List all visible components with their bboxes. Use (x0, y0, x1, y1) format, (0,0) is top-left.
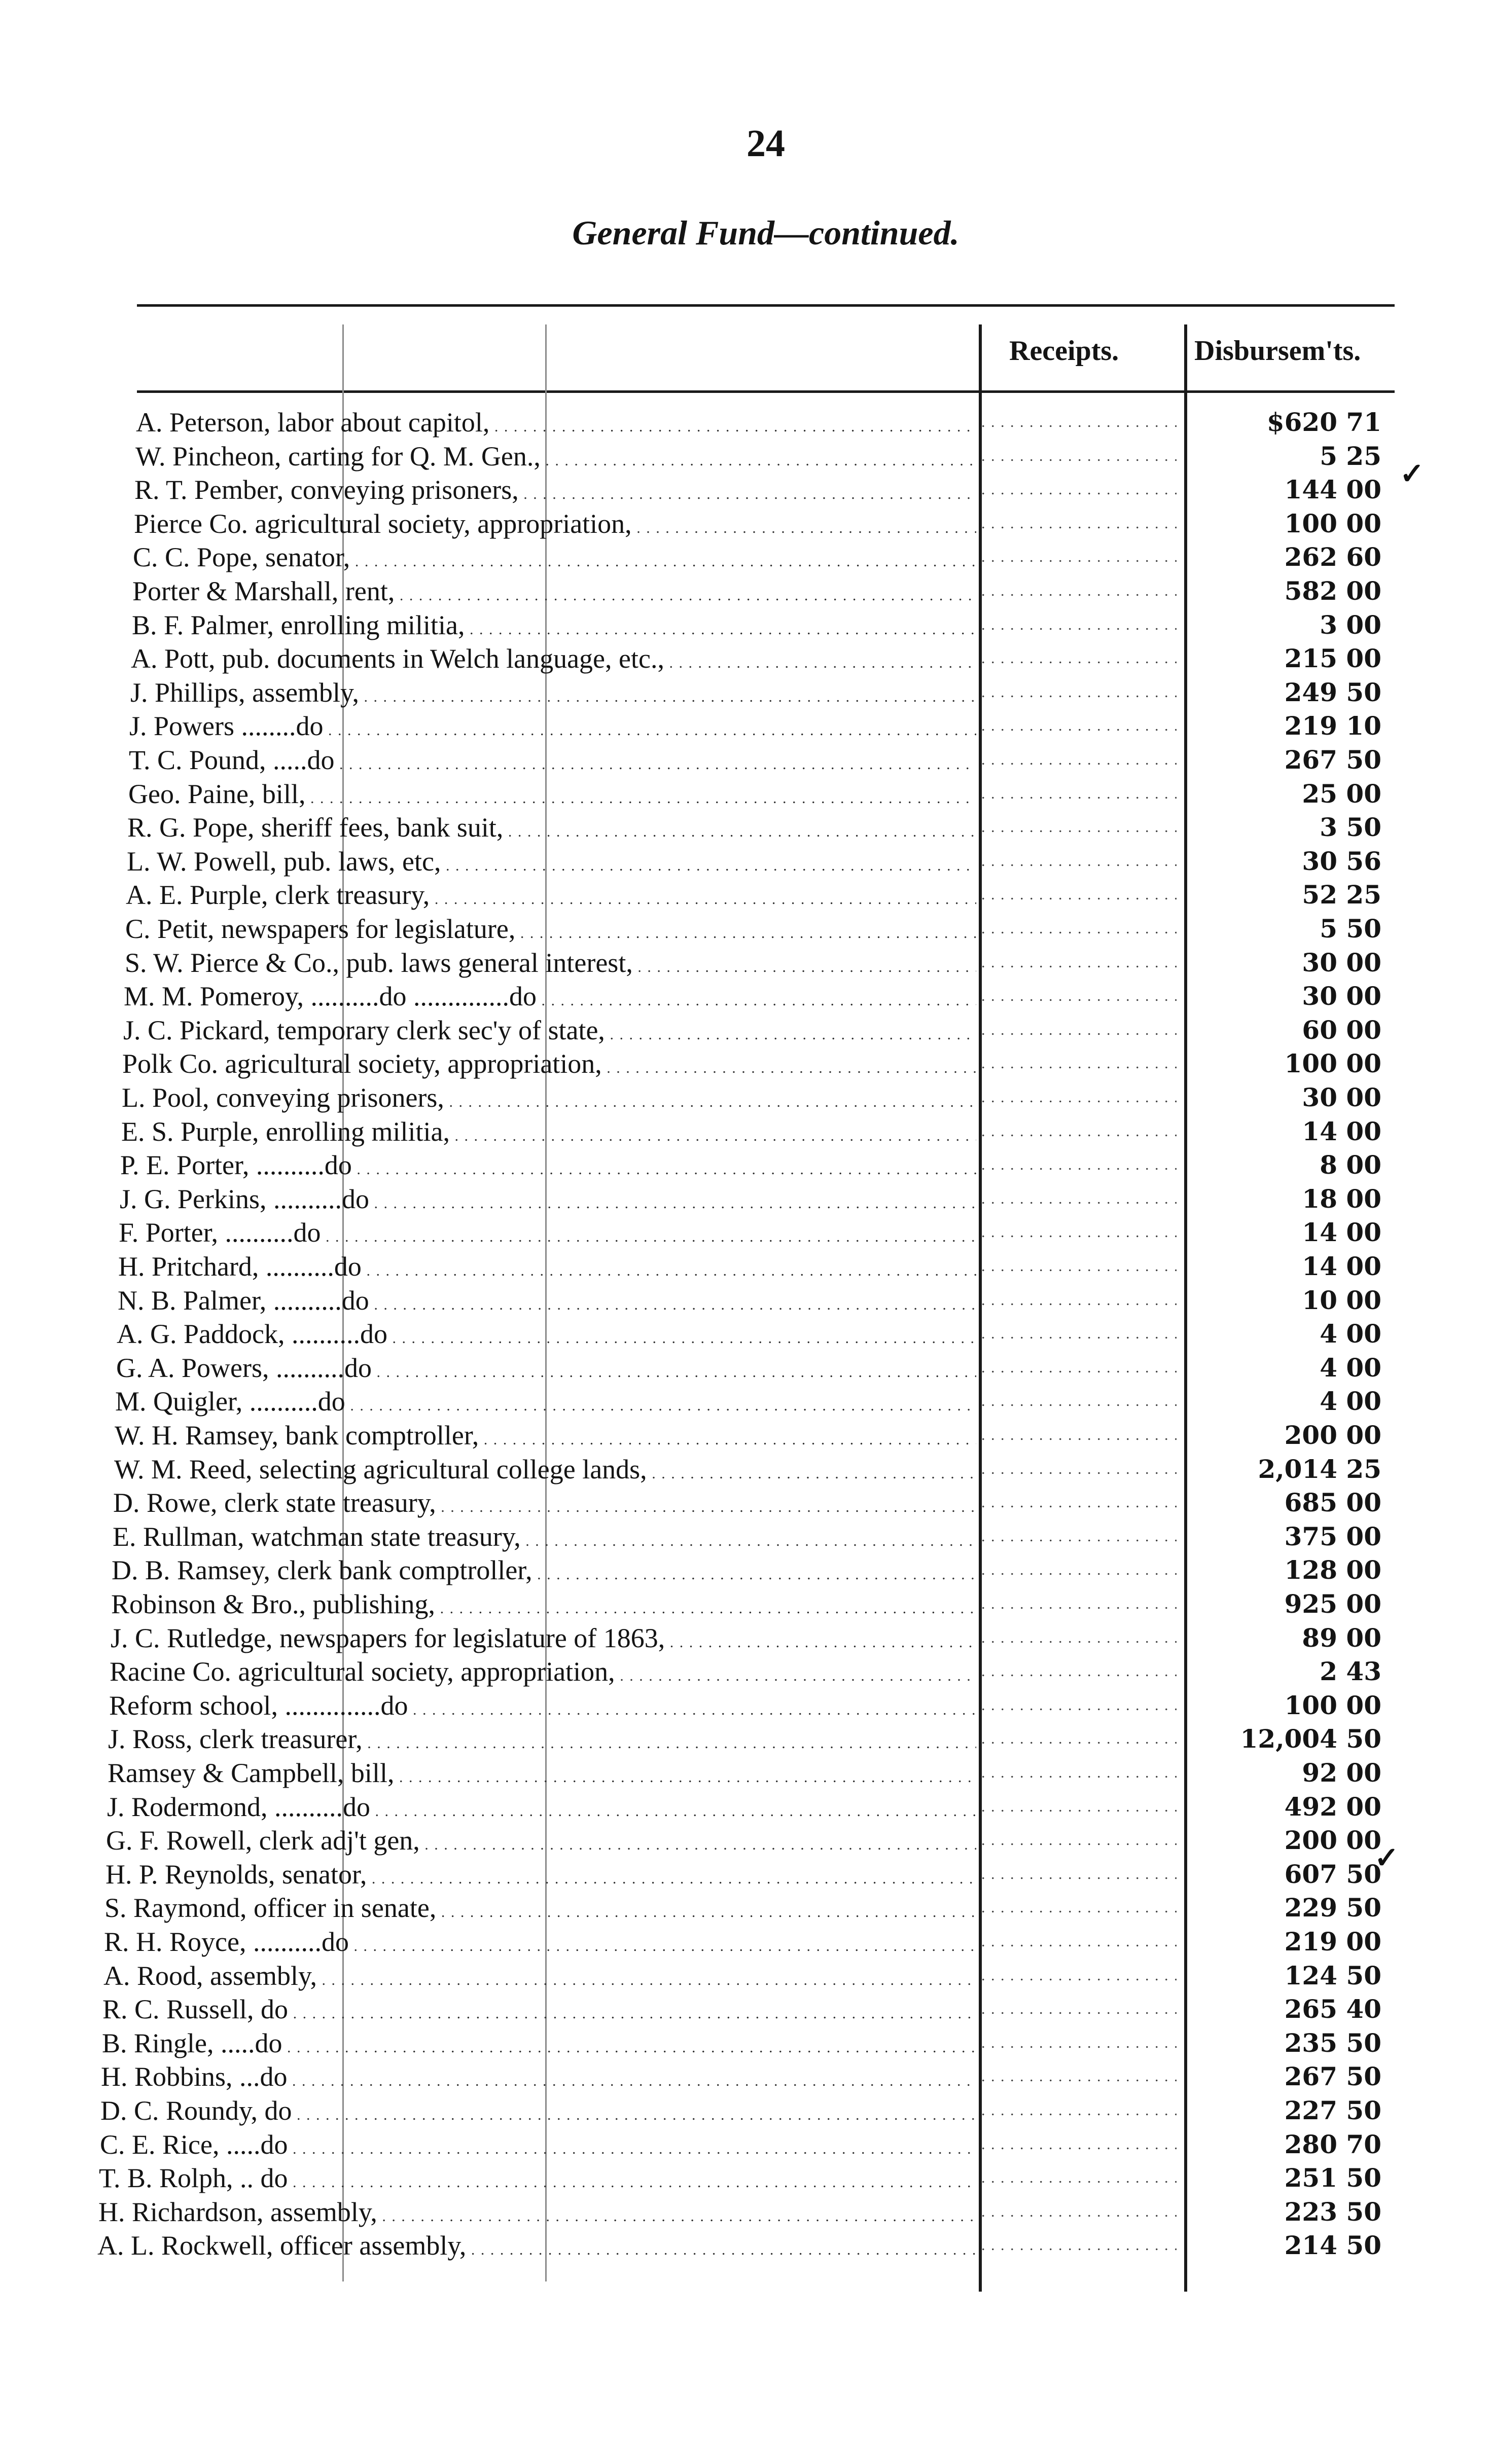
disbursement-amount: 3 00 (1320, 610, 1381, 640)
receipt-cell (981, 1992, 1177, 2026)
receipt-cell (981, 1284, 1177, 1317)
receipt-cell (981, 1790, 1177, 1824)
disbursement-amount: 267 50 (1284, 2061, 1381, 2091)
receipt-cell (981, 1486, 1177, 1519)
receipt-cell (981, 1553, 1177, 1587)
disbursement-amount: 215 00 (1284, 643, 1381, 673)
payee-name: J. Phillips, assembly, . . . (130, 676, 976, 714)
receipt-cell (981, 1756, 1177, 1790)
payee-name: A. L. Rockwell, officer assembly, . . . (97, 2229, 976, 2267)
disbursement-amount: 128 00 (1284, 1555, 1381, 1585)
table-row (0, 1284, 1493, 1317)
table-row (0, 1419, 1493, 1452)
payee-name: D. C. Roundy, do . . . (100, 2094, 976, 2132)
receipt-cell (981, 1824, 1177, 1857)
receipt-cell (981, 608, 1177, 642)
receipt-cell (981, 1689, 1177, 1722)
table-row (0, 1250, 1493, 1283)
disbursement-amount: 607 50 (1284, 1859, 1381, 1889)
receipt-cell (981, 1216, 1177, 1249)
payee-name: H. P. Reynolds, senator, . . . (105, 1858, 976, 1896)
disbursement-amount: 25 00 (1302, 779, 1381, 809)
table-row (0, 574, 1493, 608)
receipt-cell (981, 1351, 1177, 1385)
payee-name: L. W. Powell, pub. laws, etc, . . . (127, 845, 976, 883)
disbursement-amount: 8 00 (1320, 1150, 1381, 1180)
payee-name: J. Rodermond, ..........do . . . (107, 1790, 976, 1828)
disbursement-amount: 5 50 (1320, 914, 1381, 944)
disbursement-amount: 100 00 (1284, 1690, 1381, 1720)
table-row (0, 878, 1493, 912)
payee-name: J. Ross, clerk treasurer, . . . (108, 1722, 976, 1760)
receipt-cell (981, 1013, 1177, 1047)
payee-name: Racine Co. agricultural society, appropriation, . . . (110, 1655, 976, 1693)
disbursement-amount: 89 00 (1302, 1623, 1381, 1653)
disbursement-amount: 219 10 (1284, 711, 1381, 741)
receipt-cell (981, 2128, 1177, 2161)
payee-name: F. Porter, ..........do . . . (119, 1216, 976, 1254)
table-row (0, 1047, 1493, 1080)
table-row (0, 1115, 1493, 1148)
receipt-cell (981, 1621, 1177, 1655)
receipt-cell (981, 406, 1177, 439)
table-row (0, 1689, 1493, 1722)
disbursement-amount: 249 50 (1284, 677, 1381, 707)
receipt-cell (981, 1959, 1177, 1992)
disbursement-amount: 4 00 (1320, 1386, 1381, 1416)
payee-name: H. Richardson, assembly, . . . (98, 2195, 976, 2233)
receipt-cell (981, 1722, 1177, 1756)
payee-name: R. H. Royce, ..........do . . . (104, 1925, 976, 1963)
payee-name: C. E. Rice, .....do . . . (100, 2128, 976, 2166)
table-row (0, 709, 1493, 743)
payee-name: A. E. Purple, clerk treasury, . . . (126, 878, 976, 916)
payee-name: Polk Co. agricultural society, appropriation, . . . (122, 1047, 976, 1085)
table-row (0, 1621, 1493, 1655)
receipt-cell (981, 1419, 1177, 1452)
table-row (0, 1959, 1493, 1992)
ledger-rows (0, 406, 1493, 2281)
check-mark-icon-2: ✓ (1374, 1841, 1399, 1874)
disbursement-amount: 375 00 (1284, 1521, 1381, 1551)
payee-name: S. W. Pierce & Co., pub. laws general interest, . . . (125, 946, 976, 984)
receipt-cell (981, 946, 1177, 980)
disbursement-amount: 52 25 (1302, 880, 1381, 910)
disbursement-amount: 10 00 (1302, 1285, 1381, 1315)
receipts-column-header: Receipts. (1009, 335, 1119, 367)
payee-name: D. Rowe, clerk state treasury, . . . (113, 1486, 976, 1524)
table-row (0, 1553, 1493, 1587)
disbursement-amount: 92 00 (1302, 1758, 1381, 1788)
page-number: 24 (746, 122, 785, 165)
receipt-cell (981, 1115, 1177, 1148)
table-row (0, 777, 1493, 811)
payee-name: A. Peterson, labor about capitol, . . . (136, 406, 976, 444)
disbursement-amount: 227 50 (1284, 2095, 1381, 2125)
receipt-cell (981, 1858, 1177, 1891)
disbursement-amount: 223 50 (1284, 2197, 1381, 2227)
receipt-cell (981, 845, 1177, 878)
table-row (0, 2060, 1493, 2093)
table-row (0, 440, 1493, 473)
table-row (0, 1790, 1493, 1824)
payee-name: M. Quigler, ..........do . . . (115, 1385, 976, 1423)
table-row (0, 507, 1493, 540)
payee-name: M. M. Pomeroy, ..........do ..............do . . . (124, 980, 976, 1018)
disbursement-amount: 685 00 (1284, 1488, 1381, 1517)
table-row (0, 1182, 1493, 1216)
table-row (0, 1453, 1493, 1486)
receipt-cell (981, 1250, 1177, 1283)
receipt-cell (981, 980, 1177, 1013)
payee-name: C. C. Pope, senator, . . . (133, 540, 976, 578)
payee-name: A. G. Paddock, ..........do . . . (117, 1317, 976, 1355)
payee-name: P. E. Porter, ..........do . . . (120, 1148, 976, 1186)
receipt-cell (981, 1081, 1177, 1114)
receipt-cell (981, 642, 1177, 675)
table-row (0, 2229, 1493, 2262)
disbursement-amount: 5 25 (1320, 441, 1381, 471)
table-row (0, 540, 1493, 574)
disbursement-amount: 2,014 25 (1258, 1454, 1381, 1484)
receipt-cell (981, 878, 1177, 912)
disbursement-amount: 60 00 (1302, 1015, 1381, 1045)
receipt-cell (981, 473, 1177, 506)
disbursement-amount: 14 00 (1302, 1251, 1381, 1281)
disbursement-amount: 235 50 (1284, 2028, 1381, 2058)
table-row (0, 1891, 1493, 1925)
disbursement-amount: 14 00 (1302, 1116, 1381, 1146)
payee-name: L. Pool, conveying prisoners, . . . (122, 1081, 976, 1119)
table-row (0, 1722, 1493, 1756)
table-row (0, 912, 1493, 946)
table-top-rule (137, 304, 1395, 307)
disbursements-column-header: Disbursem'ts. (1194, 335, 1361, 367)
payee-name: J. C. Rutledge, newspapers for legislature of 1863, . . . (111, 1621, 976, 1659)
table-row (0, 1486, 1493, 1519)
disbursement-amount: 4 00 (1320, 1353, 1381, 1383)
receipt-cell (981, 1655, 1177, 1688)
table-row (0, 743, 1493, 777)
table-row (0, 1587, 1493, 1621)
table-row (0, 1148, 1493, 1182)
payee-name: R. T. Pember, conveying prisoners, . . . (134, 473, 976, 511)
payee-name: Geo. Paine, bill, . . . (128, 777, 976, 815)
receipt-cell (981, 1925, 1177, 1959)
disbursement-amount: 18 00 (1302, 1184, 1381, 1214)
disbursement-amount: 30 00 (1302, 981, 1381, 1011)
disbursement-amount: 4 00 (1320, 1319, 1381, 1349)
payee-name: H. Pritchard, ..........do . . . (118, 1250, 976, 1288)
table-row (0, 1858, 1493, 1891)
payee-name: R. G. Pope, sheriff fees, bank suit, . . . (127, 811, 976, 849)
receipt-cell (981, 2229, 1177, 2262)
disbursement-amount: 200 00 (1284, 1825, 1381, 1855)
receipt-cell (981, 1587, 1177, 1621)
payee-name: J. G. Perkins, ..........do . . . (120, 1182, 976, 1220)
table-row (0, 980, 1493, 1013)
payee-name: R. C. Russell, do . . . (102, 1992, 976, 2031)
payee-name: W. H. Ramsey, bank comptroller, . . . (115, 1419, 976, 1457)
disbursement-amount: 30 00 (1302, 948, 1381, 977)
payee-name: W. Pincheon, carting for Q. M. Gen., . . . (135, 440, 976, 478)
table-row (0, 1756, 1493, 1790)
table-row (0, 946, 1493, 980)
receipt-cell (981, 540, 1177, 574)
table-row (0, 1013, 1493, 1047)
check-mark-icon: ✓ (1400, 457, 1425, 490)
payee-name: Pierce Co. agricultural society, appropriation, . . . (134, 507, 976, 545)
table-row (0, 1824, 1493, 1857)
disbursement-amount: 124 50 (1284, 1961, 1381, 1990)
disbursement-amount: 214 50 (1284, 2230, 1381, 2260)
disbursement-amount: 925 00 (1284, 1589, 1381, 1619)
payee-name: B. F. Palmer, enrolling militia, . . . (132, 608, 976, 646)
table-row (0, 406, 1493, 439)
receipt-cell (981, 777, 1177, 811)
table-row (0, 811, 1493, 844)
table-row (0, 845, 1493, 878)
payee-name: W. M. Reed, selecting agricultural college lands, . . . (114, 1453, 976, 1491)
disbursement-amount: 144 00 (1284, 475, 1381, 504)
disbursement-amount: 280 70 (1284, 2129, 1381, 2159)
table-row (0, 1081, 1493, 1114)
disbursement-amount: 492 00 (1284, 1792, 1381, 1822)
payee-name: A. Rood, assembly, . . . (103, 1959, 976, 1997)
disbursement-amount: 251 50 (1284, 2163, 1381, 2193)
table-row (0, 2026, 1493, 2060)
disbursement-amount: $620 71 (1266, 407, 1381, 437)
table-row (0, 1317, 1493, 1351)
table-row (0, 2094, 1493, 2127)
receipt-cell (981, 1182, 1177, 1216)
receipt-cell (981, 2026, 1177, 2060)
table-row (0, 2195, 1493, 2229)
disbursement-amount: 12,004 50 (1240, 1724, 1381, 1754)
receipt-cell (981, 676, 1177, 709)
payee-name: A. Pott, pub. documents in Welch language, etc., . . . (131, 642, 976, 680)
table-row (0, 1925, 1493, 1959)
receipt-cell (981, 912, 1177, 946)
payee-name: D. B. Ramsey, clerk bank comptroller, . . . (112, 1553, 976, 1591)
disbursement-amount: 582 00 (1284, 576, 1381, 606)
payee-name: C. Petit, newspapers for legislature, . . . (125, 912, 976, 950)
payee-name: T. C. Pound, .....do . . . (129, 743, 976, 781)
receipt-cell (981, 440, 1177, 473)
payee-name: S. Raymond, officer in senate, . . . (104, 1891, 976, 1929)
table-row (0, 608, 1493, 642)
payee-name: Robinson & Bro., publishing, . . . (111, 1587, 976, 1625)
receipt-cell (981, 2094, 1177, 2127)
payee-name: H. Robbins, ...do . . . (101, 2060, 976, 2098)
table-row (0, 1655, 1493, 1688)
receipt-cell (981, 1385, 1177, 1418)
receipt-cell (981, 2060, 1177, 2093)
receipt-cell (981, 1520, 1177, 1553)
table-row (0, 473, 1493, 506)
payee-name: B. Ringle, .....do . . . (102, 2026, 976, 2064)
table-row (0, 1992, 1493, 2026)
payee-name: G. F. Rowell, clerk adj't gen, . . . (106, 1824, 976, 1862)
receipt-cell (981, 1453, 1177, 1486)
table-row (0, 1385, 1493, 1418)
payee-name: E. S. Purple, enrolling militia, . . . (121, 1115, 976, 1153)
table-row (0, 2128, 1493, 2161)
disbursement-amount: 267 50 (1284, 745, 1381, 775)
disbursement-amount: 14 00 (1302, 1217, 1381, 1247)
disbursement-amount: 262 60 (1284, 542, 1381, 572)
disbursement-amount: 265 40 (1284, 1994, 1381, 2024)
receipt-cell (981, 1047, 1177, 1080)
table-header-rule (137, 390, 1395, 393)
payee-name: J. Powers ........do . . . (129, 709, 976, 747)
disbursement-amount: 30 00 (1302, 1082, 1381, 1112)
table-row (0, 1351, 1493, 1385)
disbursement-amount: 229 50 (1284, 1893, 1381, 1923)
payee-name: E. Rullman, watchman state treasury, . . . (113, 1520, 976, 1558)
receipt-cell (981, 743, 1177, 777)
table-row (0, 642, 1493, 675)
disbursement-amount: 100 00 (1284, 509, 1381, 538)
payee-name: G. A. Powers, ..........do . . . (116, 1351, 976, 1389)
payee-name: Reform school, ..............do . . . (109, 1689, 976, 1727)
receipt-cell (981, 709, 1177, 743)
payee-name: Porter & Marshall, rent, . . . (132, 574, 976, 612)
table-row (0, 1520, 1493, 1553)
disbursement-amount: 30 56 (1302, 846, 1381, 876)
disbursement-amount: 219 00 (1284, 1927, 1381, 1956)
receipt-cell (981, 1148, 1177, 1182)
receipt-cell (981, 2195, 1177, 2229)
disbursement-amount: 3 50 (1320, 812, 1381, 842)
table-row (0, 2161, 1493, 2195)
table-row (0, 1216, 1493, 1249)
disbursement-amount: 100 00 (1284, 1048, 1381, 1078)
payee-name: J. C. Pickard, temporary clerk sec'y of state, . . . (123, 1013, 976, 1052)
receipt-cell (981, 2161, 1177, 2195)
disbursement-amount: 2 43 (1320, 1656, 1381, 1686)
payee-name: Ramsey & Campbell, bill, . . . (108, 1756, 976, 1794)
receipt-cell (981, 811, 1177, 844)
page-heading: General Fund—continued. (572, 213, 959, 252)
payee-name: T. B. Rolph, .. do . . . (99, 2161, 976, 2199)
receipt-cell (981, 507, 1177, 540)
receipt-cell (981, 1891, 1177, 1925)
receipt-cell (981, 1317, 1177, 1351)
payee-name: N. B. Palmer, ..........do . . . (118, 1284, 976, 1322)
disbursement-amount: 200 00 (1284, 1420, 1381, 1450)
table-row (0, 676, 1493, 709)
receipt-cell (981, 574, 1177, 608)
